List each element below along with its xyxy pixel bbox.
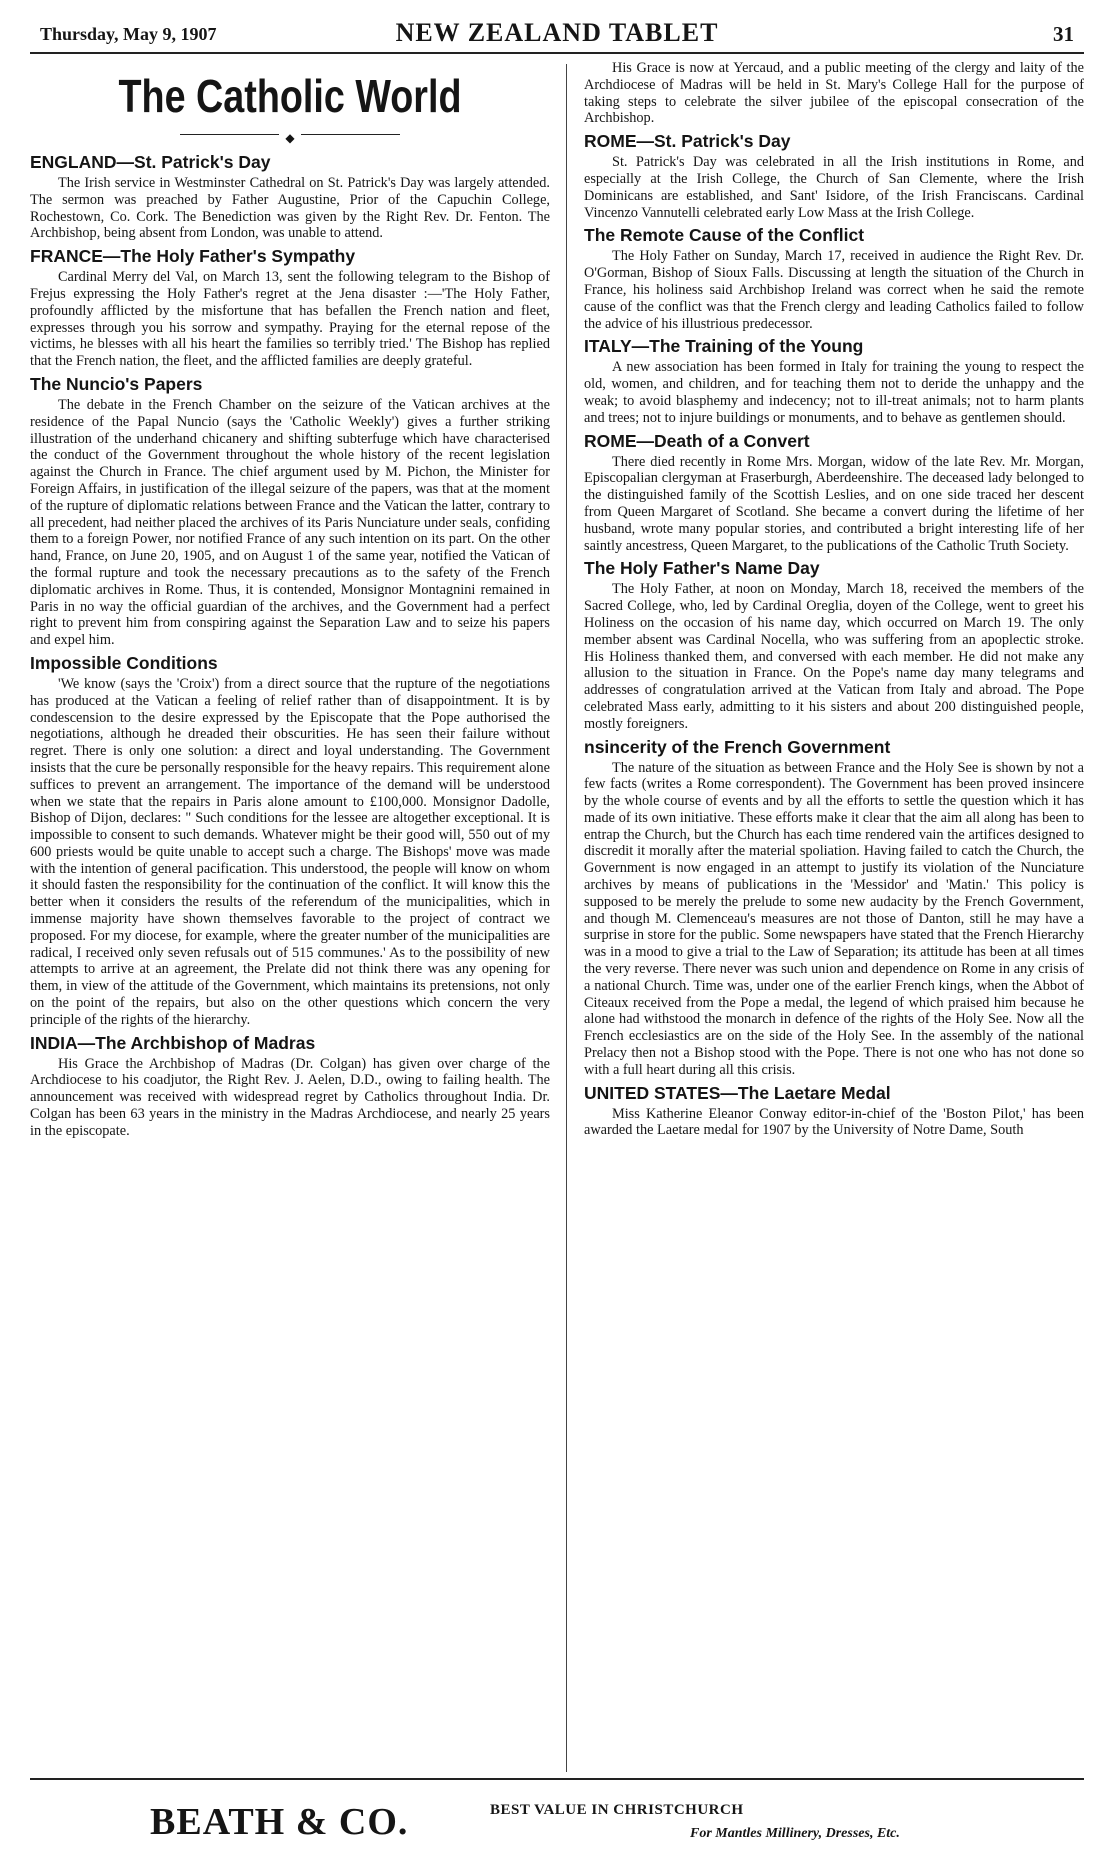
left-column bbox=[30, 60, 550, 1143]
article-body: There died recently in Rome Mrs. Morgan, widow of the late Rev. Mr. Morgan, Episcopalian clergyman at Fraserburgh, Aberdeenshire. The deceased lady belonged to the distinguished family of the Scottish Leslies, and on one side traced her descent from Queen Margaret of Scotland. She became a convert during the lifetime of her husband, wrote many popular stories, and contributed a bright interesting life of her saintly ancestress, Queen Margaret, to the publications of the Catholic Truth Society. bbox=[584, 453, 1084, 554]
publication-title: NEW ZEALAND TABLET bbox=[395, 18, 719, 47]
article-continuation: His Grace is now at Yercaud, and a public meeting of the clergy and laity of the Archdiocese of Madras will be held in St. Mary's College Hall for the purpose of taking steps to celebrate the silver jubilee of the episcopal consecration of the Archbishop. bbox=[584, 60, 1084, 127]
diamond-ornament-icon: ◆ bbox=[279, 131, 300, 145]
issue-date: Thursday, May 9, 1907 bbox=[40, 24, 217, 44]
article-heading: ENGLAND—St. Patrick's Day bbox=[30, 152, 271, 172]
article-heading: ROME—St. Patrick's Day bbox=[584, 131, 791, 152]
advertiser-products: For Mantles Millinery, Dresses, Etc. bbox=[690, 1826, 900, 1841]
article-body: 'We know (says the 'Croix') from a direct source that the rupture of the negotiations has produced at the Vatican a feeling of relief rather than of disappointment. It is by condescension to the desire expressed by the Episcopate that the Pope authorised the negotiations, although he dreaded their obscurities. He has seen their failure without regret. There is only one solution: a direct and loyal understanding. The Government insists that the cure be personally responsible for the heavy repairs. This requirement alone suffices to prevent an arrangement. The importance of the demand will be understood when we state that the repairs in Paris alone amount to £100,000. Monsignor Dadolle, Bishop of Dijon, declares: " Such conditions for the lessee are altogether exceptional. It is impossible to consent to such demands. Whatever might be their good will, 550 out of my 600 priests would be quite unable to accept such a charge. The Bishops' move was made with the intention of general pacification. This understood, the people will know on whom it should fasten the responsibility for the continuation of the conflict. It will know this the better when it considers the results of the referendum of the municipalities, which in immense majority have shown themselves favorable to the project of contract we proposed. For my diocese, for example, where the greater number of the municipalities are radical, I received only seven refusals out of 515 communes.' As to the possibility of new attempts to arrive at an agreement, the Prelate did not think there was any opening for them, in view of the attitude of the Government, which maintains its pretensions, not only on the point of the repairs, but also on the other questions which concern the very principle of the rights of the hierarchy. bbox=[30, 675, 550, 1028]
article-heading: ITALY—The Training of the Young bbox=[584, 336, 864, 357]
article-body: The Irish service in Westminster Cathedral on St. Patrick's Day was largely attended. The sermon was preached by Father Augustine, Prior of the Capuchin College, Rochestown, Co. Cork. The Benediction was given by the Right Rev. Dr. Fenton. The Archbishop, being absent from London, was unable to attend. bbox=[30, 175, 550, 242]
article-body: The Holy Father on Sunday, March 17, received in audience the Right Rev. Dr. O'Gorman, Bishop of Sioux Falls. Discussing at length the situation of the Church in France, his holiness said Archbishop Ireland was correct when he said the remote cause of the conflict was that the French clergy and leading Catholics failed to follow the advice of his illustrious predecessor. bbox=[584, 248, 1084, 332]
advertisement-footer bbox=[30, 1792, 1084, 1852]
article-heading: Impossible Conditions bbox=[30, 652, 218, 673]
footer-rule bbox=[30, 1778, 1084, 1780]
article-body: Cardinal Merry del Val, on March 13, sent the following telegram to the Bishop of Frejus expressing the Holy Father's regret at the Jena disaster :—'The Holy Father, profoundly afflicted by the misfortune that has befallen the French nation and fleet, expresses through you his sorrow and sympathy. Praying for the eternal repose of the victims, he blesses with all his heart the families so terribly tried.' The Bishop has replied that the French nation, the fleet, and the afflicted families are deeply grateful. bbox=[30, 269, 550, 370]
article-heading: ROME—Death of a Convert bbox=[584, 430, 810, 451]
right-column bbox=[584, 60, 1084, 1142]
page-number: 31 bbox=[1053, 22, 1074, 46]
header-rule bbox=[30, 52, 1084, 54]
article-body: The Holy Father, at noon on Monday, March 18, received the members of the Sacred College, who, led by Cardinal Oreglia, doyen of the College, went to greet his Holiness on the occasion of his name day, which occurred on March 19. The only member absent was Cardinal Nocella, who was suffering from an apoplectic stroke. His Holiness thanked them, and conversed with each member. He did not make any allusion to the situation in France. On the Pope's name day many telegrams and addresses of congratulation arrived at the Vatican from Italy and abroad. The Pope celebrated Mass early, admitting to it his sisters and about 200 distinguished people, mostly foreigners. bbox=[584, 581, 1084, 732]
column-divider bbox=[566, 64, 567, 1772]
article-heading: INDIA—The Archbishop of Madras bbox=[30, 1032, 316, 1053]
article-heading: The Remote Cause of the Conflict bbox=[584, 225, 865, 246]
article-body: The nature of the situation as between France and the Holy See is shown by not a few facts (writes a Rome correspondent). The Government has been proved insincere by the whole course of events and by all the efforts to settle the question which it has made of its own initiative. These efforts make it clear that the aim all along has been to entrap the Church, but the Church has each time rendered vain the artifices designed to discredit it morally after the material spoliation. Having failed to catch the Church, the Government is now engaged in an attempt to justify its violation of the Nunciature archives by means of publications in the 'Messidor' and 'Matin.' This policy is supposed to be merely the prelude to some new audacity by the French Government, and though M. Clemenceau's measures are not those of Danton, still he may have a surprise in store for the public. Some newspapers have stated that the French Hierarchy was in a mood to give a trial to the Law of Separation; its attitude has been at all times the very reverse. There never was such union and dependence on Rome in any crisis of a national Church. Time was, under one of the earlier French kings, when the Abbot of Citeaux received from the Pope a medal, the legend of which praised him because he alone had withstood the monarch in defence of the rights of the Holy See. Now all the French ecclesiastics are on the side of the Holy See. In the assembly of the national Prelacy then not a Bishop stood with the Pope. There is not one who has not done so with a full heart during all this crisis. bbox=[584, 759, 1084, 1078]
article-body: Miss Katherine Eleanor Conway editor-in-chief of the 'Boston Pilot,' has been awarded the Laetare medal for 1907 by the University of Notre Dame, South bbox=[584, 1105, 1084, 1139]
article-body: A new association has been formed in Italy for training the young to respect the old, women, and children, and for teaching them not to deride the unhappy and the weak; to avoid blasphemy and indecency; not to ill-treat animals; not to harm plants and trees; not to injure buildings or monuments, and to behave as gentlemen should. bbox=[584, 359, 1084, 426]
feature-title: The Catholic World bbox=[118, 70, 462, 122]
article-heading: nsincerity of the French Government bbox=[584, 736, 891, 757]
article-body: His Grace the Archbishop of Madras (Dr. Colgan) has given over charge of the Archdiocese to his coadjutor, the Right Rev. J. Aelen, D.D., owing to failing health. The announcement was received with widespread regret by Catholics throughout India. Dr. Colgan has been 63 years in the ministry in the Madras Archdiocese, and nearly 25 years in the episcopate. bbox=[30, 1055, 550, 1139]
advertiser-tagline: BEST VALUE IN CHRISTCHURCH bbox=[490, 1802, 744, 1818]
article-heading: FRANCE—The Holy Father's Sympathy bbox=[30, 246, 356, 267]
article-heading: UNITED STATES—The Laetare Medal bbox=[584, 1082, 891, 1103]
article-heading: The Holy Father's Name Day bbox=[584, 558, 820, 579]
article-body: St. Patrick's Day was celebrated in all the Irish institutions in Rome, and especially at the Irish College, the Church of San Clemente, where the Irish Dominicans are established, and Sant' Isidore, of the Irish Franciscans. Cardinal Vincenzo Vannutelli celebrated early Low Mass at the Irish College. bbox=[584, 154, 1084, 221]
article-heading: The Nuncio's Papers bbox=[30, 373, 203, 394]
ornament-divider bbox=[30, 130, 550, 145]
article-body: The debate in the French Chamber on the seizure of the Vatican archives at the residence of the Papal Nuncio (says the 'Catholic Weekly') gives a further striking illustration of the underhand chicanery and shifting subterfuge which have characterised the conduct of the Government throughout the whole history of the recent legislation against the Church in France. The chief argument used by M. Pichon, the Minister for Foreign Affairs, in justification of the illegal seizure of the papers, was that at the moment of the rupture of diplomatic relations between France and the Vatican the latter, contrary to all precedent, had neither placed the archives of its Paris Nunciature under seals, confiding them to a foreign Power, nor notified France of any such intention on its part. On the other hand, France, on June 20, 1905, and on August 1 of the same year, notified the Vatican of the formal rupture and took the necessary precautions as to the safety of the French diplomatic archives in Rome. Thus, it is contended, Monsignor Montagnini remained in Paris in no way the official guardian of the archives, and the Government had a perfect right to prevent him from conspiring against the Separation Law and to seize his papers and expel him. bbox=[30, 396, 550, 649]
advertiser-name: BEATH & CO. bbox=[150, 1801, 409, 1843]
masthead bbox=[40, 18, 1074, 48]
